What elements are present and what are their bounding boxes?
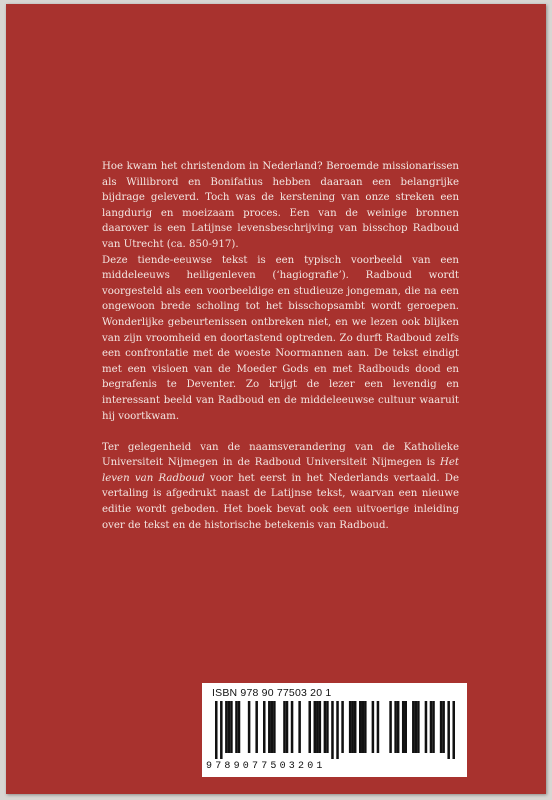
blurb-text xyxy=(102,159,459,533)
barcode-bar xyxy=(349,701,352,753)
barcode-bar xyxy=(442,701,445,753)
barcode-bar xyxy=(404,701,407,753)
barcode-bar xyxy=(314,701,317,753)
back-cover xyxy=(6,4,546,794)
barcode-bar xyxy=(263,701,266,753)
barcode-bar xyxy=(273,701,276,753)
barcode-bar xyxy=(271,701,274,753)
blurb-paragraph-3-end: voor het eerst in het Nederlands vertaald. De vertaling is afgedrukt naast de Latijnse tekst, waarvan een nieuwe editie wordt geboden. Het boek bevat ook een uitvoerige inleiding over de tekst en de historische betekenis van Radboud. xyxy=(102,472,459,531)
barcode-bar xyxy=(372,701,375,753)
barcode-bar xyxy=(377,701,380,753)
barcode-bar xyxy=(364,701,367,753)
book-title-italic: Het leven van Radboud xyxy=(102,457,459,484)
barcode-bar xyxy=(412,701,415,753)
barcode-bar xyxy=(248,701,251,753)
barcode-bar xyxy=(417,701,420,753)
barcode-bar xyxy=(341,701,344,753)
barcode-bar xyxy=(389,701,392,753)
barcode-bar xyxy=(220,701,223,759)
barcode-bar xyxy=(394,701,397,753)
barcode-bar xyxy=(286,701,289,753)
barcode-bar xyxy=(228,701,231,753)
barcode-bar xyxy=(362,701,365,753)
barcode-bar xyxy=(215,701,218,759)
barcode-bar xyxy=(430,701,433,753)
blurb-paragraph-2: Deze tiende-eeuwse tekst is een typisch voorbeeld van een middeleeuws heiligenleven (‘hagiografie’). Radboud wordt voorgesteld als een voorbeeldige en studieuze jongeman, die na een ongewoon brede scholing tot het bisschopsambt wordt geroepen. Wonderlijke gebeurtenissen ontbreken niet, en we lezen ook blijken van zijn vroomheid en doortastend optreden. Zo durft Radboud zelfs een confrontatie met de woeste Noormannen aan. De tekst eindigt met een visioen van de Moeder Gods en met Radbouds dood en begrafenis te Deventer. Zo krijgt de lezer een levendig en interessant beeld van Radboud en de middeleeuwse cultuur waaruit hij voortkwam. xyxy=(102,254,459,422)
barcode-bar xyxy=(336,701,339,759)
barcode-bar xyxy=(447,701,450,759)
barcode-bar xyxy=(331,701,334,759)
barcode-bar xyxy=(440,701,443,753)
barcode-bar xyxy=(235,701,238,753)
barcode-label xyxy=(202,683,467,777)
blurb-paragraph-1: Hoe kwam het christendom in Nederland? Beroemde missionarissen als Willibrord en Bonifatius hebben daaraan een belangrijke bijdrage geleverd. Toch was de kerstening van onze streken een langdurig en moeizaam proces. Een van de weinige bronnen daarover is een Latijnse levensbeschrijving van bisschop Radboud van Utrecht (ca. 850-917). xyxy=(102,161,459,250)
barcode-bar xyxy=(354,701,357,753)
barcode-bar xyxy=(359,701,362,753)
barcode-bar xyxy=(298,701,301,753)
barcode-bar xyxy=(230,701,233,753)
barcode-bar xyxy=(452,701,455,759)
barcode-bar xyxy=(255,701,258,753)
barcode-bar xyxy=(351,701,354,753)
barcode-bar xyxy=(402,701,405,753)
barcode-bar xyxy=(397,701,400,753)
barcode-bar xyxy=(324,701,327,753)
barcode-bar xyxy=(432,701,435,753)
ean-digits: 9789077503201 xyxy=(206,761,326,772)
barcode-bar xyxy=(316,701,319,753)
barcode-bar xyxy=(326,701,329,753)
barcode-bar xyxy=(238,701,241,753)
barcode-bars xyxy=(215,701,455,759)
blurb-paragraph-3 xyxy=(102,440,459,534)
barcode-bar xyxy=(425,701,428,753)
barcode-bar xyxy=(291,701,294,753)
barcode-bar xyxy=(268,701,271,753)
barcode-bar xyxy=(415,701,418,753)
barcode-bar xyxy=(319,701,322,753)
barcode-bar xyxy=(283,701,286,753)
barcode-bar xyxy=(308,701,311,753)
isbn-number: ISBN 978 90 77503 20 1 xyxy=(212,687,332,699)
barcode-bar xyxy=(225,701,228,753)
blurb-paragraph-3-start: Ter gelegenheid van de naamsverandering van de Katholieke Universiteit Nijmegen in de Radboud Universiteit Nijmegen is xyxy=(102,441,459,469)
